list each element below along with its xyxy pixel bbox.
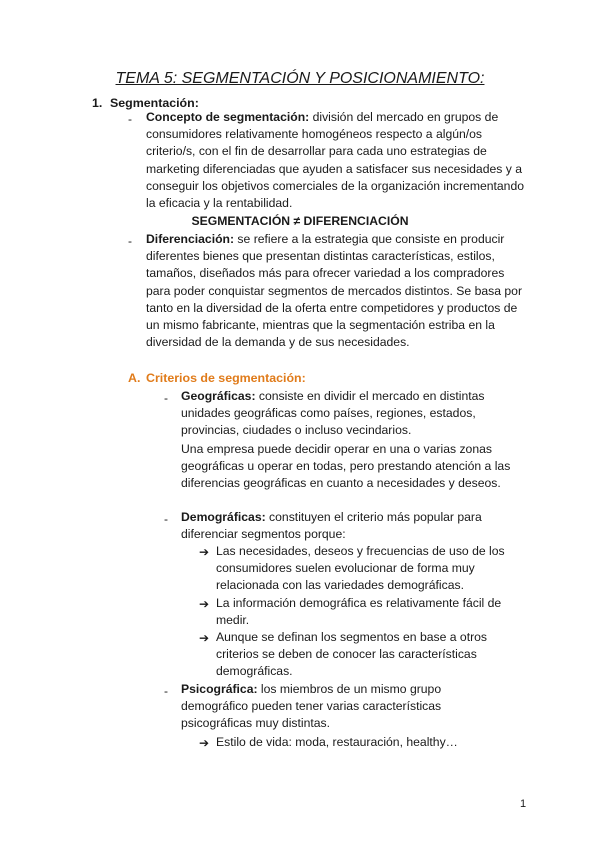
- arrow-icon: ➔: [199, 631, 210, 645]
- differentiation-text: se refiere a la estrategia que consiste en producir diferentes bienes que presentan distintas características, estilos, tamaños, diseñados más para ofrecer variedad a los compradores para poder conquistar segmentos de mercados distintos. Se basa por tanto en la diversidad de la oferta entre competidores y productos de un mismo fabricante, mientras que la segmentación estriba en la diversidad de la demanda y de sus necesidades.: [146, 232, 522, 350]
- differentiation-term: Diferenciación:: [146, 232, 235, 246]
- demo-text: constituyen el criterio más popular para diferenciar segmentos porque:: [181, 510, 482, 542]
- demo-bullet: Aunque se definan los segmentos en base a otros criterios se deben de conocer las características demográficas.: [216, 630, 488, 679]
- list-dash: -: [128, 234, 132, 248]
- arrow-icon: ➔: [199, 545, 210, 559]
- list-dash: -: [164, 391, 168, 405]
- geo-term: Geográficas:: [181, 389, 256, 403]
- concept-term: Concepto de segmentación:: [146, 110, 310, 124]
- geo-text: consiste en dividir el mercado en distintas unidades geográficas como países, regiones, estados, provincias, ciudades o incluso vecindarios.: [181, 389, 485, 438]
- psico-term: Psicográfica:: [181, 682, 258, 696]
- section-number: 1.: [92, 96, 103, 110]
- page-number: 1: [520, 798, 527, 810]
- list-dash: -: [128, 112, 132, 126]
- centered-heading: SEGMENTACIÓN ≠ DIFERENCIACIÓN: [191, 214, 409, 228]
- demo-paragraph: [181, 509, 521, 543]
- psico-text: los miembros de un mismo grupo demográfico pueden tener varias características psicográficas muy distintas.: [181, 682, 442, 731]
- concept-paragraph: [146, 109, 526, 212]
- geo-paragraph-2: Una empresa puede decidir operar en una o varias zonas geográficas u operar en todas, pero prestando atención a las diferencias geográficas en cuanto a necesidades y deseos.: [181, 442, 511, 491]
- psico-paragraph: [181, 681, 471, 733]
- list-dash: -: [164, 684, 168, 698]
- geo-paragraph: [181, 388, 521, 440]
- list-dash: -: [164, 512, 168, 526]
- subsection-heading: Criterios de segmentación:: [146, 371, 306, 385]
- arrow-icon: ➔: [199, 736, 210, 750]
- demo-bullet: La información demográfica es relativamente fácil de medir.: [216, 596, 502, 628]
- differentiation-paragraph: [146, 231, 530, 351]
- subsection-letter: A.: [128, 371, 141, 385]
- section-heading: Segmentación:: [110, 96, 199, 110]
- concept-text: división del mercado en grupos de consumidores relativamente homogéneos respecto a algún/os criterio/s, con el fin de desarrollar para cada uno estrategias de marketing diferenciadas que ayuden a satisfacer sus necesidades y a conseguir los objetivos comerciales de la organización incrementando la eficacia y la rentabilidad.: [146, 110, 525, 211]
- demo-bullet: Las necesidades, deseos y frecuencias de uso de los consumidores suelen evolucionar de forma muy relacionada con las variedades demográficas.: [216, 544, 505, 593]
- page-title: TEMA 5: SEGMENTACIÓN Y POSICIONAMIENTO:: [115, 70, 485, 87]
- arrow-icon: ➔: [199, 597, 210, 611]
- demo-term: Demográficas:: [181, 510, 266, 524]
- psico-bullet: Estilo de vida: moda, restauración, healthy…: [216, 735, 458, 749]
